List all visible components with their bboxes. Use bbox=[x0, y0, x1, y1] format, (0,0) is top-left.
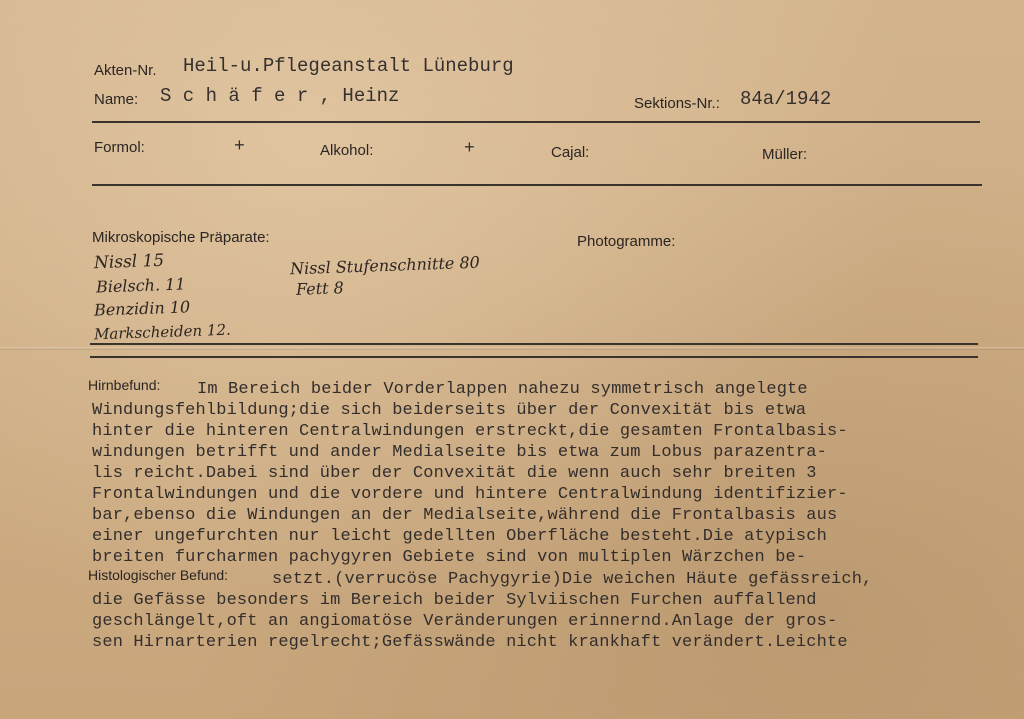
name-value: S c h ä f e r , Heinz bbox=[160, 85, 400, 107]
finding-line: Im Bereich beider Vorderlappen nahezu symmetrisch angelegte bbox=[197, 380, 808, 399]
prep-rule-2 bbox=[90, 356, 978, 358]
finding-line: windungen betrifft und ander Medialseite bis etwa zum Lobus parazentra- bbox=[92, 443, 827, 462]
cajal-label: Cajal: bbox=[551, 144, 590, 161]
hand-markscheiden: Markscheiden 12. bbox=[93, 320, 232, 344]
finding-line: hinter die hinteren Centralwindungen erstreckt,die gesamten Frontalbasis- bbox=[92, 422, 848, 441]
prep-rule-1 bbox=[90, 343, 978, 345]
formol-mark: + bbox=[234, 137, 245, 157]
hand-fett: Fett 8 bbox=[295, 278, 345, 299]
sektions-value: 84a/1942 bbox=[740, 88, 832, 110]
alkohol-label: Alkohol: bbox=[320, 142, 374, 159]
akten-label: Akten-Nr. bbox=[94, 62, 157, 79]
finding-line: sen Hirnarterien regelrecht;Gefässwände nicht krankhaft verändert.Leichte bbox=[92, 633, 848, 652]
finding-line: bar,ebenso die Windungen an der Medialseite,während die Frontalbasis aus bbox=[92, 506, 838, 525]
finding-line: einer ungefurchten nur leicht gedellten Oberfläche besteht.Die atypisch bbox=[92, 527, 827, 546]
finding-line: Windungsfehlbildung;die sich beiderseits über der Convexität bis etwa bbox=[92, 401, 807, 420]
finding-line: die Gefässe besonders im Bereich beider Sylviischen Furchen auffallend bbox=[92, 591, 817, 610]
formol-label: Formol: bbox=[94, 139, 145, 156]
akten-value: Heil-u.Pflegeanstalt Lüneburg bbox=[183, 55, 514, 77]
finding-line: breiten furcharmen pachygyren Gebiete sind von multiplen Wärzchen be- bbox=[92, 548, 807, 567]
finding-line: lis reicht.Dabei sind über der Convexität die wenn auch sehr breiten 3 bbox=[92, 464, 817, 483]
name-label: Name: bbox=[94, 91, 139, 108]
alkohol-mark: + bbox=[464, 139, 475, 159]
fixatives-rule bbox=[92, 184, 982, 186]
finding-line: setzt.(verrucöse Pachygyrie)Die weichen Häute gefässreich, bbox=[272, 570, 873, 589]
histo-label: Histologischer Befund: bbox=[88, 567, 229, 583]
hand-bielsch: Bielsch. 11 bbox=[95, 274, 186, 297]
sektions-label: Sektions-Nr.: bbox=[634, 95, 720, 112]
finding-line: Frontalwindungen und die vordere und hintere Centralwindung identifizier- bbox=[92, 485, 848, 504]
mikro-label: Mikroskopische Präparate: bbox=[92, 229, 270, 246]
mueller-label: Müller: bbox=[762, 146, 808, 163]
hand-benzidin: Benzidin 10 bbox=[93, 297, 191, 320]
finding-line: geschlängelt,oft an angiomatöse Veränderungen erinnernd.Anlage der gros- bbox=[92, 612, 838, 631]
header-rule bbox=[92, 121, 980, 123]
hirnbefund-label: Hirnbefund: bbox=[88, 377, 161, 393]
hand-stufenschnitte: Nissl Stufenschnitte 80 bbox=[289, 252, 481, 279]
paper-fold bbox=[0, 347, 1024, 350]
photo-label: Photogramme: bbox=[577, 233, 676, 250]
hand-nissl: Nissl 15 bbox=[93, 250, 165, 274]
